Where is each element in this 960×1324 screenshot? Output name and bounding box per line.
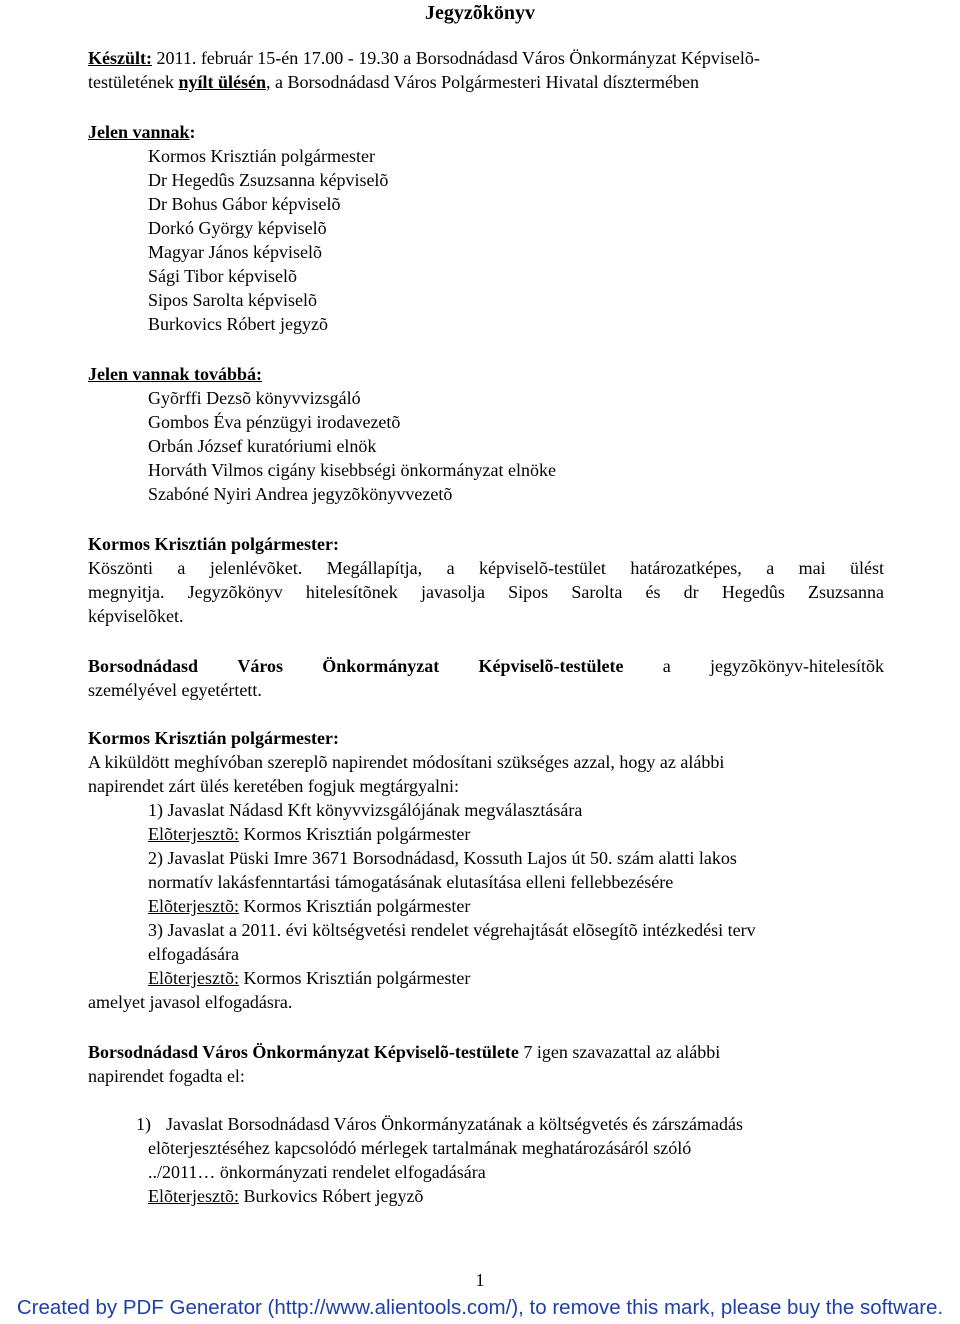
- header-text-2b: , a Borsodnádasd Város Polgármesteri Hivatal dísztermében: [265, 72, 700, 92]
- presenter-line: [148, 822, 884, 846]
- header-text-1: 2011. február 15-én 17.00 - 19.30 a Borsodnádasd Város Önkormányzat Képviselõ-: [151, 48, 760, 68]
- presenter-name: Kormos Krisztián polgármester: [238, 824, 471, 844]
- presenter-line: [148, 894, 884, 918]
- adopted-item-line-3: ../2011… önkormányzati rendelet elfogadására: [148, 1162, 486, 1182]
- present-item: Dr Hegedûs Zsuzsanna képviselõ: [148, 170, 389, 190]
- agenda-item-2-line-2: normatív lakásfenntartási támogatásának elutasítása elleni fellebbezésére: [148, 872, 674, 892]
- present-item: Dr Bohus Gábor képviselõ: [148, 194, 341, 214]
- word: javasolja: [420, 582, 485, 602]
- word: a: [446, 558, 455, 578]
- presenter-line: [148, 966, 884, 990]
- presenter-name: Kormos Krisztián polgármester: [238, 968, 471, 988]
- header-label: Készült:: [88, 48, 152, 68]
- word: hitelesítõnek: [305, 582, 398, 602]
- section3-closing: amelyet javasol elfogadásra.: [88, 992, 293, 1012]
- word: határozatképes,: [630, 558, 742, 578]
- header-line-1: [88, 46, 884, 70]
- presenter-label: Elõterjesztõ:: [148, 896, 239, 916]
- word: Köszönti: [88, 558, 153, 578]
- watermark-text: Created by PDF Generator (http://www.alientools.com/), to remove this mark, please buy the software.: [16, 1296, 944, 1319]
- presenter-label: Elõterjesztõ:: [148, 968, 239, 988]
- word: a: [766, 558, 775, 578]
- presenter-name: Kormos Krisztián polgármester: [238, 896, 471, 916]
- word: jegyzõkönyv-hitelesítõk: [710, 656, 884, 676]
- word: jelenlévõket.: [209, 558, 303, 578]
- section2-line-1: [88, 654, 884, 678]
- section4-line-1: [88, 1040, 884, 1064]
- word: mai: [798, 558, 826, 578]
- word: Jegyzõkönyv: [187, 582, 283, 602]
- speaker-heading: Kormos Krisztián polgármester:: [88, 728, 339, 748]
- present-also-item: Orbán József kuratóriumi elnök: [148, 436, 377, 456]
- word: a: [177, 558, 186, 578]
- speaker-heading: Kormos Krisztián polgármester:: [88, 534, 339, 554]
- word: dr: [683, 582, 699, 602]
- present-item: Burkovics Róbert jegyzõ: [148, 314, 328, 334]
- present-also-item: Gombos Éva pénzügyi irodavezetõ: [148, 412, 401, 432]
- word: ülést: [850, 558, 884, 578]
- word: Megállapítja,: [326, 558, 423, 578]
- presenter-label: Elõterjesztõ:: [148, 1186, 239, 1206]
- section3-intro-2: napirendet zárt ülés keretében fogjuk megtárgyalni:: [88, 776, 460, 796]
- word: Sarolta: [571, 582, 623, 602]
- present-heading-colon: :: [189, 122, 196, 142]
- adopted-item-line-2: elõterjesztéséhez kapcsolódó mérlegek tartalmának meghatározásáról szóló: [148, 1138, 692, 1158]
- present-also-item: Szabóné Nyiri Andrea jegyzõkönyvvezetõ: [148, 484, 453, 504]
- present-also-heading: Jelen vannak továbbá:: [88, 364, 263, 384]
- word: Képviselõ-testülete: [478, 656, 624, 676]
- present-item: Kormos Krisztián polgármester: [148, 146, 375, 166]
- vote-text: 7 igen szavazattal az alábbi: [518, 1042, 721, 1062]
- present-item: Magyar János képviselõ: [148, 242, 322, 262]
- section3-intro-1: A kiküldött meghívóban szereplõ napirendet módosítani szükséges azzal, hogy az alábbi: [88, 752, 725, 772]
- word: és: [645, 582, 661, 602]
- presenter-name: Burkovics Róbert jegyzõ: [238, 1186, 424, 1206]
- agenda-item-3-line-1: 3) Javaslat a 2011. évi költségvetési rendelet végrehajtását elõsegítõ intézkedési terv: [148, 920, 756, 940]
- document-title: Jegyzõkönyv: [425, 2, 535, 24]
- presenter-line: [148, 1184, 884, 1208]
- word: Hegedûs: [721, 582, 785, 602]
- word: Zsuzsanna: [808, 582, 884, 602]
- present-heading: [88, 120, 884, 144]
- agenda-item-2-line-1: 2) Javaslat Püski Imre 3671 Borsodnádasd, Kossuth Lajos út 50. szám alatti lakos: [148, 848, 737, 868]
- word: Önkormányzat: [322, 656, 440, 676]
- word: képviselõ-testület: [478, 558, 606, 578]
- word: a: [662, 656, 671, 676]
- header-open-session: nyílt ülésén: [178, 72, 266, 92]
- present-also-item: Horváth Vilmos cigány kisebbségi önkormányzat elnöke: [148, 460, 556, 480]
- present-item: Sipos Sarolta képviselõ: [148, 290, 317, 310]
- header-text-2a: testületének: [88, 72, 179, 92]
- section2-line-2: személyével egyetértett.: [88, 680, 262, 700]
- present-heading-text: Jelen vannak: [88, 122, 190, 142]
- word: Borsodnádasd: [88, 656, 199, 676]
- header-line-2: [88, 70, 884, 94]
- present-item: Dorkó György képviselõ: [148, 218, 327, 238]
- section1-line-2: [88, 580, 884, 604]
- present-item: Sági Tibor képviselõ: [148, 266, 298, 286]
- word: megnyitja.: [88, 582, 165, 602]
- present-also-item: Gyõrffi Dezsõ könyvvizsgáló: [148, 388, 361, 408]
- section1-line-1: [88, 556, 884, 580]
- word: Sipos: [508, 582, 549, 602]
- page-number: 1: [475, 1270, 485, 1290]
- council-name: Borsodnádasd Város Önkormányzat Képviselõ-testülete: [88, 1042, 519, 1062]
- agenda-item-1: 1) Javaslat Nádasd Kft könyvvizsgálójának megválasztására: [148, 800, 583, 820]
- agenda-item-3-line-2: elfogadására: [148, 944, 239, 964]
- section4-line-2: napirendet fogadta el:: [88, 1066, 245, 1086]
- word: Város: [237, 656, 283, 676]
- presenter-label: Elõterjesztõ:: [148, 824, 239, 844]
- adopted-item-line-1: Javaslat Borsodnádasd Város Önkormányzatának a költségvetés és zárszámadás: [166, 1114, 743, 1134]
- agenda-number: 1): [136, 1114, 151, 1134]
- section1-line-3: képviselõket.: [88, 606, 184, 626]
